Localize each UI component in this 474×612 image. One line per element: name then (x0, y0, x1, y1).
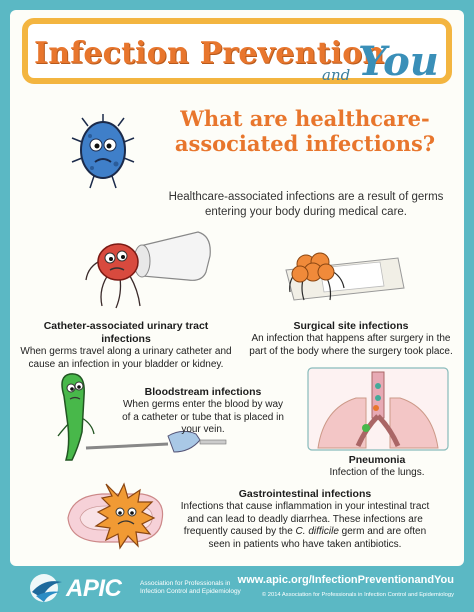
apic-assoc-line1: Association for Professionals in (140, 580, 231, 587)
question-heading: What are healthcare-associated infections? (174, 106, 436, 156)
germ-orange-bandage-icon (280, 240, 410, 310)
footer-copyright: © 2014 Association for Professionals in Infection Control and Epidemiology (261, 592, 454, 598)
germ-blue-icon (68, 112, 138, 192)
section-ssi-body: An infection that happens after surgery in the part of the body where the surgery took place. (249, 333, 453, 357)
section-pneumonia-title: Pneumonia (348, 454, 406, 466)
title-and: and (322, 66, 351, 84)
section-pneumonia-body: Infection of the lungs. (329, 467, 425, 478)
section-cauti-title: Catheter-associated urinary tract infections (43, 320, 209, 345)
germ-orange-intestine-icon (62, 478, 172, 558)
section-gi-body-italic: C. difficile (295, 526, 339, 537)
section-cauti-body: When germs travel along a urinary catheter and cause an infection in your bladder or kidney. (20, 346, 232, 370)
intro-text: Healthcare-associated infections are a result of germs entering your body during medical care. (168, 191, 444, 218)
section-pneumonia (300, 454, 454, 480)
section-gi-body-after: germ and are often seen in patients who have taken antibiotics. (208, 526, 427, 550)
section-ssi-title: Surgical site infections (293, 320, 409, 332)
section-bsi (118, 386, 288, 437)
footer-url-link[interactable]: www.apic.org/InfectionPreventionandYou (237, 574, 454, 586)
section-gi (174, 488, 436, 551)
title-main: Infection Prevention (34, 36, 385, 71)
section-bsi-title: Bloodstream infections (144, 386, 262, 398)
lungs-icon (308, 368, 448, 450)
apic-assoc-line2: Infection Control and Epidemiology (140, 588, 241, 595)
section-gi-body-before: Infections that cause inflammation in your intestinal tract and can lead to deadly diarrhea. These infections are frequently caused by the (180, 501, 430, 537)
apic-logo-icon (26, 570, 68, 606)
title-you: You (358, 38, 439, 85)
apic-logo-text: APIC (66, 575, 122, 602)
section-bsi-body: When germs enter the blood by way of a catheter or tube that is placed in your vein. (122, 399, 284, 435)
section-ssi (244, 320, 458, 358)
section-gi-title: Gastrointestinal infections (238, 488, 372, 500)
germ-red-catheter-icon (80, 226, 220, 312)
section-gi-body (174, 501, 436, 551)
section-cauti (20, 320, 232, 371)
